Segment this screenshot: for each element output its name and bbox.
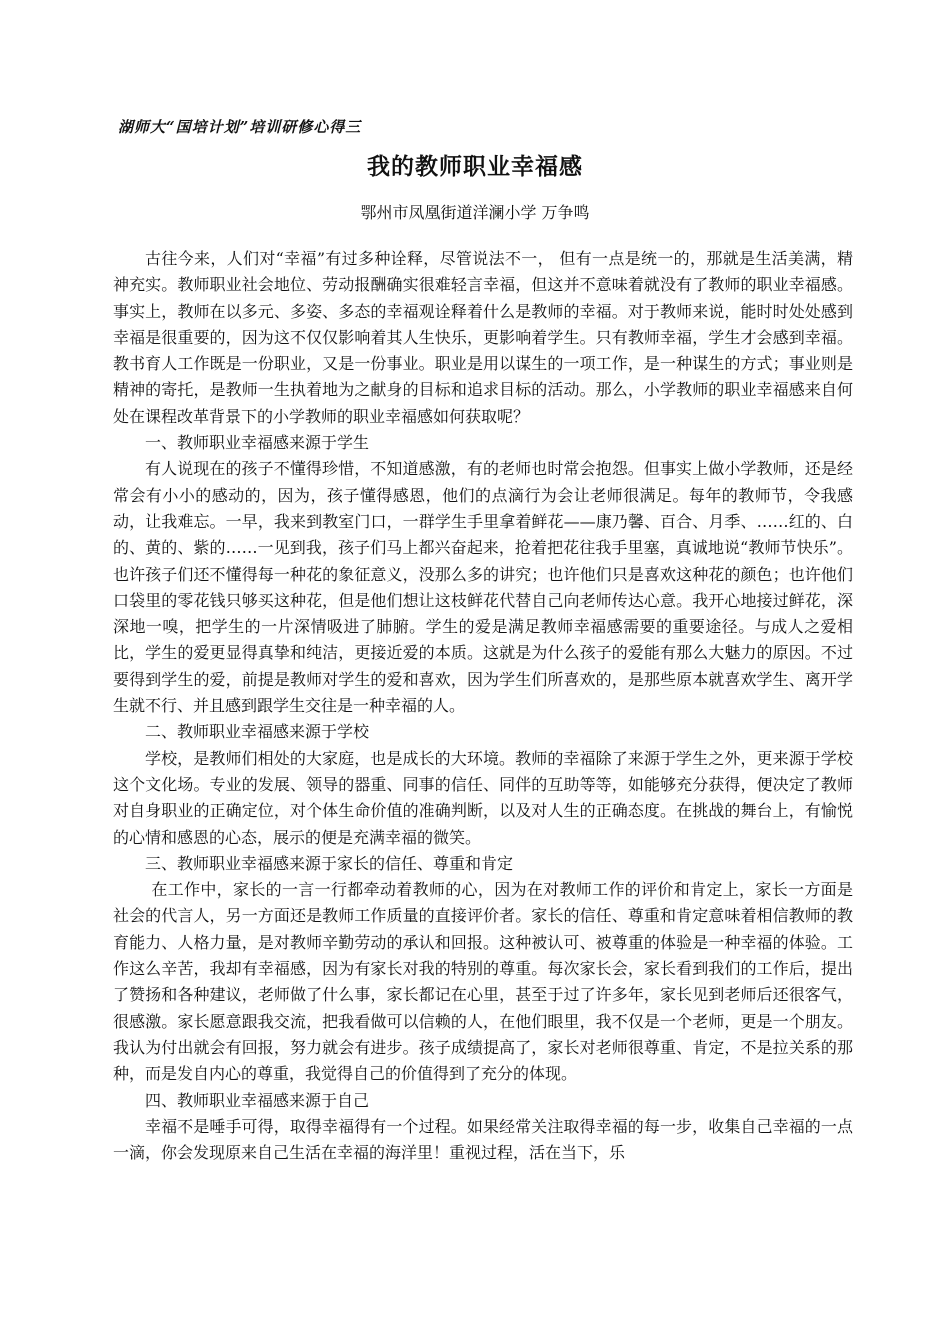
document-body <box>113 246 853 1166</box>
section-heading-2: 二、教师职业幸福感来源于学校 <box>145 722 370 742</box>
section-paragraph-3: 在工作中，家长的一言一行都牵动着教师的心，因为在对教师工作的评价和肯定上，家长一方面是社会的代言人，另一方面还是教师工作质量的直接评价者。家长的信任、尊重和肯定意味着相信教师的教育能力、人格力量，是对教师辛勤劳动的承认和回报。这种被认可、被尊重的体验是一种幸福的体验。工作这么辛苦，我却有幸福感，因为有家长对我的特别的尊重。每次家长会，家长看到我们的工作后，提出了赞扬和各种建议，老师做了什么事，家长都记在心里，甚至于过了许多年，家长见到老师后还很客气，很感激。家长愿意跟我交流，把我看做可以信赖的人，在他们眼里，我不仅是一个老师，更是一个朋友。我认为付出就会有回报，努力就会有进步。孩子成绩提高了，家长对老师很尊重、肯定，不是拉关系的那种，而是发自内心的尊重，我觉得自己的价值得到了充分的体现。 <box>113 880 853 1084</box>
section-paragraph-1: 有人说现在的孩子不懂得珍惜，不知道感激，有的老师也时常会抱怨。但事实上做小学教师，还是经常会有小小的感动的，因为，孩子懂得感恩，他们的点滴行为会让老师很满足。每年的教师节，令我感动，让我难忘。一早，我来到教室门口，一群学生手里拿着鲜花——康乃馨、百合、月季、……红的、白的、黄的、紫的……一见到我，孩子们马上都兴奋起来，抢着把花往我手里塞，真诚地说“教师节快乐”。也许孩子们还不懂得每一种花的象征意义，没那么多的讲究；也许他们只是喜欢这种花的颜色；也许他们口袋里的零花钱只够买这种花，但是他们想让这枝鲜花代替自己向老师传达心意。我开心地接过鲜花，深深地一嗅，把学生的一片深情吸进了肺腑。学生的爱是满足教师幸福感需要的重要途径。与成人之爱相比，学生的爱更显得真挚和纯洁，更接近爱的本质。这就是为什么孩子的爱能有那么大魅力的原因。不过要得到学生的爱，前提是教师对学生的爱和喜欢，因为学生们所喜欢的，是那些原本就喜欢学生、离开学生就不行、并且感到跟学生交往是一种幸福的人。 <box>113 459 853 716</box>
intro-paragraph: 古往今来，人们对“幸福”有过多种诠释，尽管说法不一， 但有一点是统一的，那就是生活美满，精神充实。教师职业社会地位、劳动报酬确实很难轻言幸福，但这并不意味着就没有了教师的职业幸福感。事实上，教师在以多元、多姿、多态的幸福观诠释着什么是教师的幸福。对于教师来说，能时时处处感到幸福是很重要的，因为这不仅仅影响着其人生快乐，更影响着学生。只有教师幸福，学生才会感到幸福。教书育人工作既是一份职业，又是一份事业。职业是用以谋生的一项工作，是一种谋生的方式；事业则是精神的寄托，是教师一生执着地为之献身的目标和追求目标的活动。那么，小学教师的职业幸福感来自何处在课程改革背景下的小学教师的职业幸福感如何获取呢？ <box>113 249 853 426</box>
section-paragraph-2: 学校，是教师们相处的大家庭，也是成长的大环境。教师的幸福除了来源于学生之外，更来源于学校这个文化场。专业的发展、领导的器重、同事的信任、同伴的互助等等，如能够充分获得，便决定了教师对自身职业的正确定位，对个体生命价值的准确判断，以及对人生的正确态度。在挑战的舞台上，有愉悦的心情和感恩的心态，展示的便是充满幸福的微笑。 <box>113 748 853 847</box>
section-heading-4: 四、教师职业幸福感来源于自己 <box>145 1090 370 1110</box>
author-byline: 鄂州市凤凰街道洋澜小学 万争鸣 <box>360 203 590 222</box>
section-heading-3: 三、教师职业幸福感来源于家长的信任、尊重和肯定 <box>145 853 514 873</box>
section-heading-1: 一、教师职业幸福感来源于学生 <box>145 433 370 453</box>
section-paragraph-4: 幸福不是唾手可得，取得幸福得有一个过程。如果经常关注取得幸福的每一步，收集自己幸福的一点一滴，你会发现原来自己生活在幸福的海洋里！重视过程，活在当下，乐 <box>113 1116 853 1163</box>
header-line: 湖师大“国培计划”培训研修心得三 <box>118 118 362 136</box>
document-title: 我的教师职业幸福感 <box>367 153 583 180</box>
